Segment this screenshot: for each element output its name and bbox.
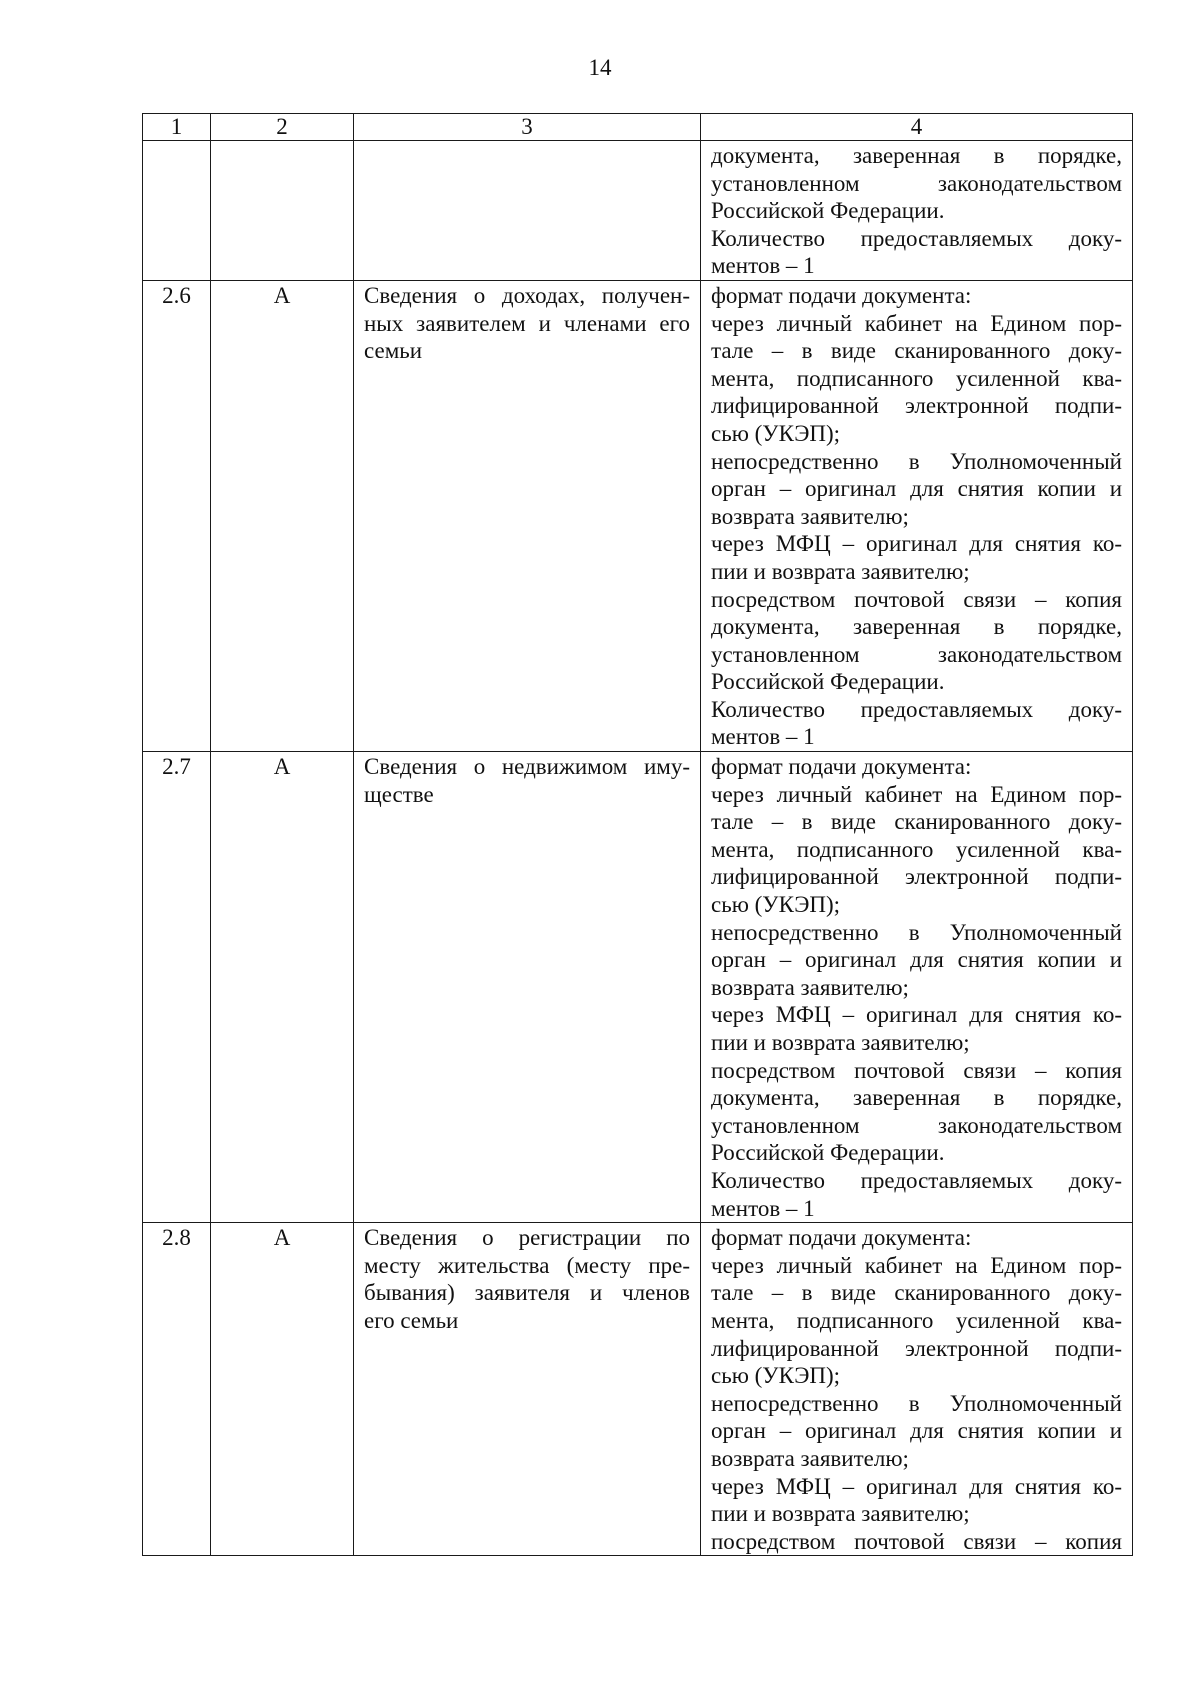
row-desc-line: Российской Федерации. <box>711 669 945 695</box>
row-desc-line: посредством почтовой связи – копия <box>711 586 1122 612</box>
table-header-row <box>143 114 1133 141</box>
row-desc-line: лифицированной электронной подпи- <box>711 1335 1122 1361</box>
column-header-2: 2 <box>211 114 354 141</box>
row-name-line: семьи <box>364 338 423 364</box>
row-desc-line: возврата заявителю; <box>711 1445 909 1471</box>
row-desc-line: документа, заверенная в порядке, <box>711 1085 1122 1111</box>
row-desc-line: через личный кабинет на Едином пор- <box>711 781 1122 807</box>
row-desc-line: Российской Федерации. <box>711 1140 945 1166</box>
row-desc-line: сью (УКЭП); <box>711 892 841 918</box>
table-row <box>143 280 1133 751</box>
row-desc-line: непосредственно в Уполномоченный <box>711 919 1122 945</box>
row-name-line: его семьи <box>364 1307 459 1333</box>
row-type-cell: А <box>211 752 354 1223</box>
row-desc-line: сью (УКЭП); <box>711 420 841 446</box>
row-desc-line: тале – в виде сканированного доку- <box>711 338 1122 364</box>
row-number-cell: 2.8 <box>143 1223 211 1556</box>
row-desc-line: формат подачи документа: <box>711 754 972 780</box>
row-name-line: бывания) заявителя и членов <box>364 1280 690 1306</box>
row-desc-line: тале – в виде сканированного доку- <box>711 1280 1122 1306</box>
row-desc-line: документа, заверенная в порядке, <box>711 614 1122 640</box>
continuation-row <box>143 141 1133 281</box>
row-name-cell <box>354 752 701 1223</box>
row-desc-line: через МФЦ – оригинал для снятия ко- <box>711 1473 1122 1499</box>
row-type-cell: А <box>211 280 354 751</box>
column-header-1: 1 <box>143 114 211 141</box>
row-name-cell <box>354 280 701 751</box>
row-name-line: Сведения о регистрации по <box>364 1225 690 1251</box>
continuation-desc-line: установленном законодательством <box>711 170 1122 196</box>
column-header-4: 4 <box>701 114 1133 141</box>
row-name-line: ных заявителем и членами его <box>364 310 690 336</box>
row-desc-line: Количество предоставляемых доку- <box>711 1167 1122 1193</box>
row-desc-line: непосредственно в Уполномоченный <box>711 448 1122 474</box>
row-desc-line: орган – оригинал для снятия копии и <box>711 947 1122 973</box>
page-number: 14 <box>588 55 612 80</box>
row-name-line: ществе <box>364 781 434 807</box>
continuation-name-cell <box>354 141 701 281</box>
continuation-type-cell <box>211 141 354 281</box>
row-desc-line: посредством почтовой связи – копия <box>711 1057 1122 1083</box>
row-desc-line: посредством почтовой связи – копия <box>711 1528 1122 1554</box>
row-desc-line: формат подачи документа: <box>711 1225 972 1251</box>
table-row <box>143 1223 1133 1556</box>
row-desc-line: мента, подписанного усиленной ква- <box>711 365 1122 391</box>
documents-table <box>142 113 1133 1556</box>
row-desc-line: через МФЦ – оригинал для снятия ко- <box>711 531 1122 557</box>
continuation-desc-cell <box>701 141 1133 281</box>
row-desc-line: через МФЦ – оригинал для снятия ко- <box>711 1002 1122 1028</box>
row-desc-line: непосредственно в Уполномоченный <box>711 1390 1122 1416</box>
row-desc-line: ментов – 1 <box>711 724 815 750</box>
continuation-desc-line: Российской Федерации. <box>711 198 945 224</box>
row-desc-line: мента, подписанного усиленной ква- <box>711 1307 1122 1333</box>
column-header-3: 3 <box>354 114 701 141</box>
row-name-cell <box>354 1223 701 1556</box>
row-number-cell: 2.7 <box>143 752 211 1223</box>
row-desc-line: лифицированной электронной подпи- <box>711 864 1122 890</box>
row-desc-line: лифицированной электронной подпи- <box>711 393 1122 419</box>
row-description-cell <box>701 280 1133 751</box>
row-desc-line: возврата заявителю; <box>711 974 909 1000</box>
row-description-cell <box>701 752 1133 1223</box>
continuation-desc-line: документа, заверенная в порядке, <box>711 143 1122 168</box>
row-desc-line: сью (УКЭП); <box>711 1363 841 1389</box>
continuation-desc-line: ментов – 1 <box>711 253 815 279</box>
row-desc-line: возврата заявителю; <box>711 503 909 529</box>
row-desc-line: орган – оригинал для снятия копии и <box>711 1418 1122 1444</box>
row-desc-line: через личный кабинет на Едином пор- <box>711 310 1122 336</box>
row-desc-line: установленном законодательством <box>711 641 1122 667</box>
row-desc-line: через личный кабинет на Едином пор- <box>711 1252 1122 1278</box>
row-description-cell <box>701 1223 1133 1556</box>
row-desc-line: формат подачи документа: <box>711 282 972 308</box>
row-type-cell: А <box>211 1223 354 1556</box>
row-desc-line: пии и возврата заявителю; <box>711 1030 970 1055</box>
row-desc-line: мента, подписанного усиленной ква- <box>711 836 1122 862</box>
row-desc-line: пии и возврата заявителю; <box>711 1501 970 1527</box>
row-desc-line: установленном законодательством <box>711 1112 1122 1138</box>
row-desc-line: пии и возврата заявителю; <box>711 558 970 584</box>
row-number-cell: 2.6 <box>143 280 211 751</box>
row-name-line: Сведения о доходах, получен- <box>364 282 690 308</box>
row-name-line: Сведения о недвижимом иму- <box>364 754 690 780</box>
continuation-num-cell <box>143 141 211 281</box>
row-name-line: месту жительства (месту пре- <box>364 1252 690 1278</box>
row-desc-line: Количество предоставляемых доку- <box>711 696 1122 722</box>
continuation-desc-line: Количество предоставляемых доку- <box>711 225 1122 251</box>
row-desc-line: орган – оригинал для снятия копии и <box>711 476 1122 502</box>
table-row <box>143 752 1133 1223</box>
row-desc-line: ментов – 1 <box>711 1195 815 1221</box>
row-desc-line: тале – в виде сканированного доку- <box>711 809 1122 835</box>
